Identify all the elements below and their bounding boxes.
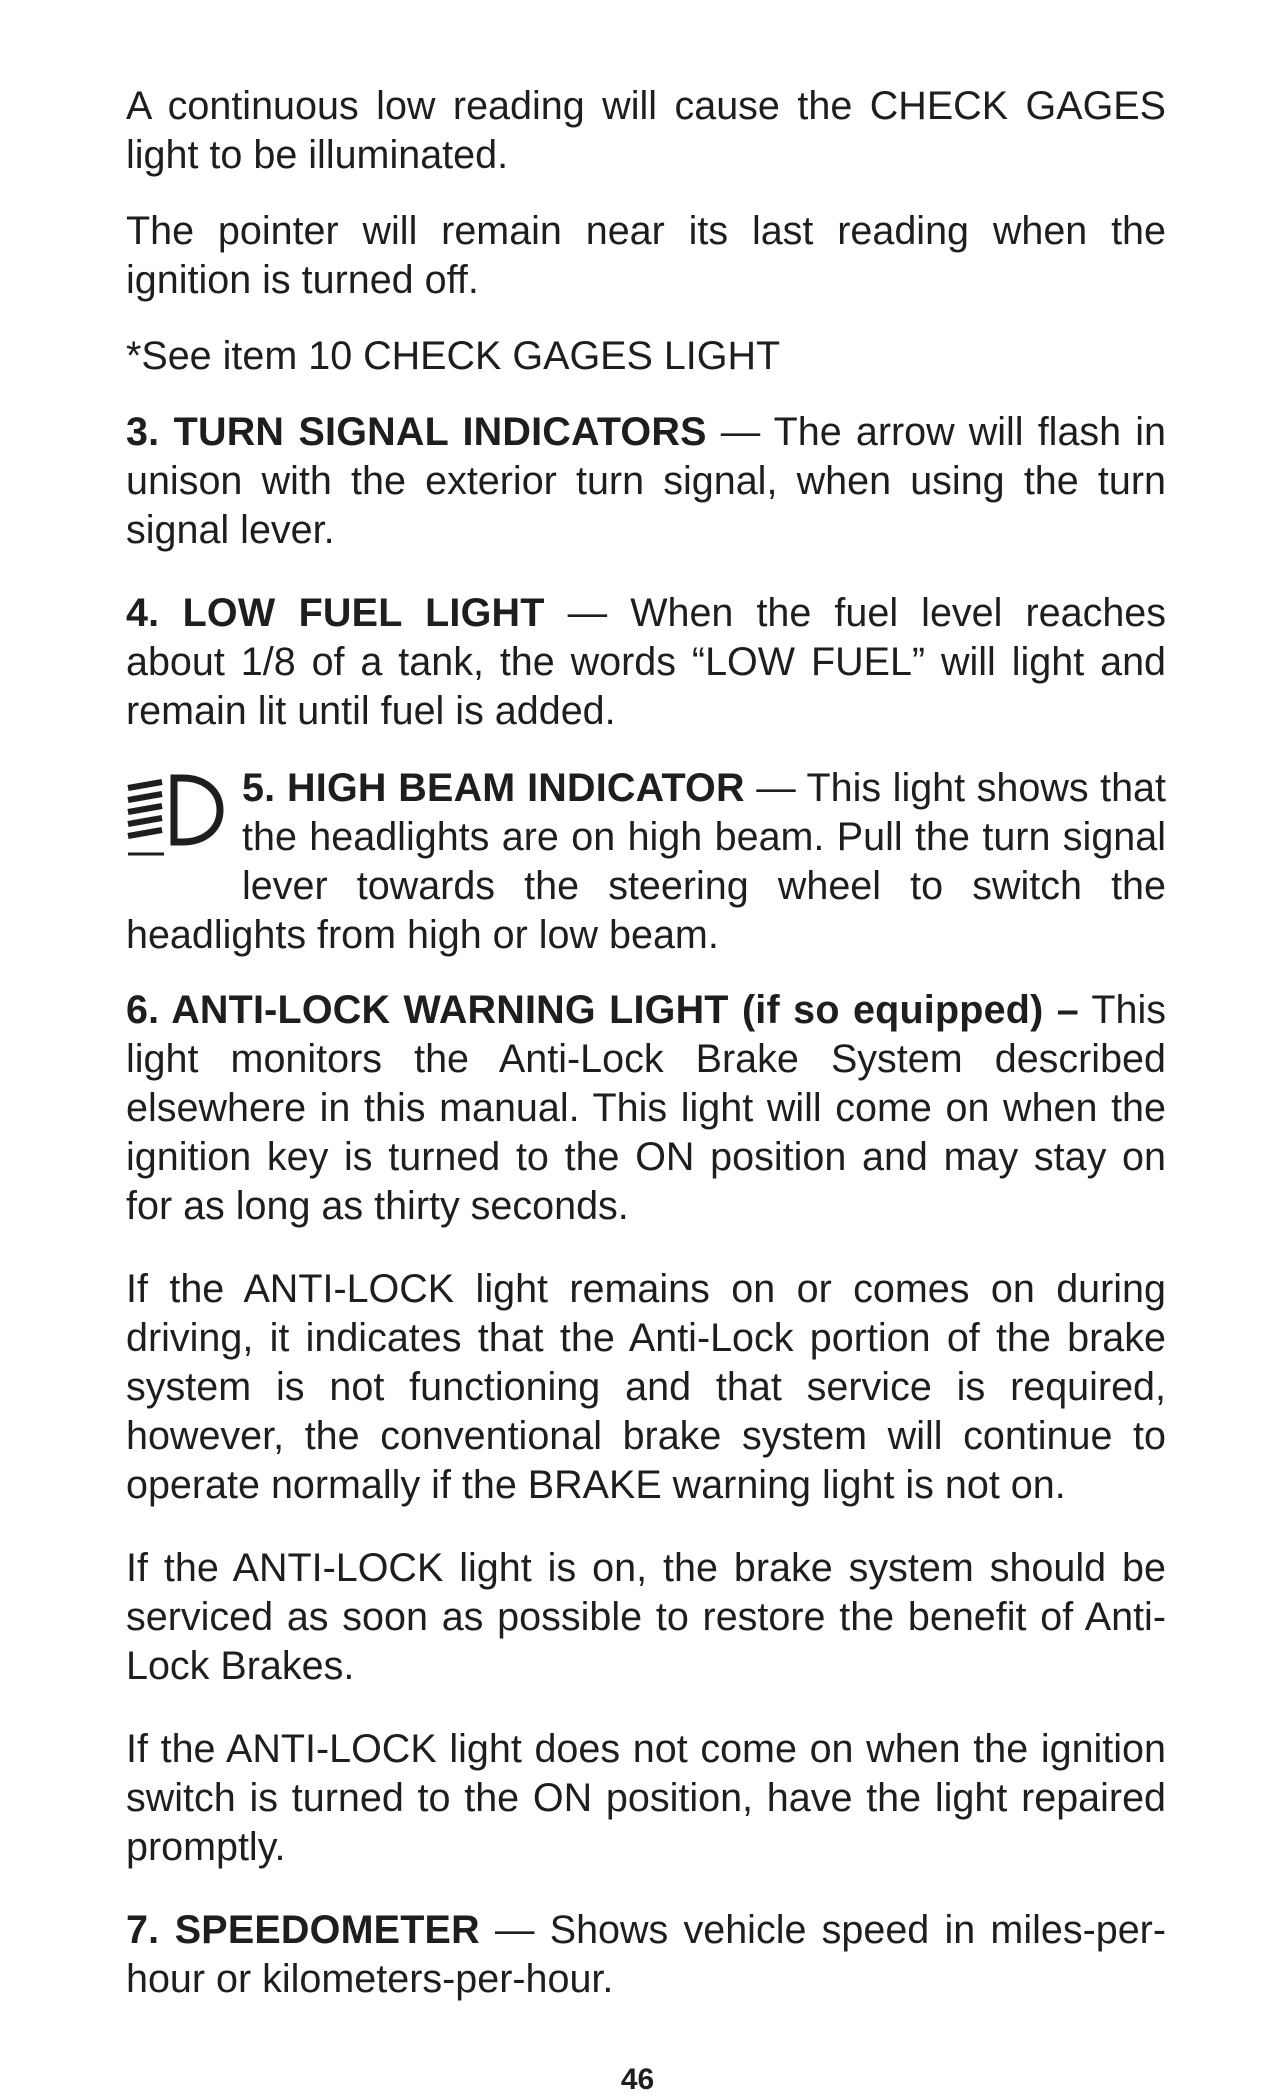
- item-body: When the fuel level reaches about 1/8 of a tank, the words “LOW FUEL” will light and remain lit until fuel is added.: [126, 591, 1167, 733]
- item-heading: 7. SPEEDOMETER: [126, 1908, 480, 1952]
- manual-page: [126, 82, 1166, 2004]
- item-low-fuel: [126, 589, 1166, 736]
- paragraph-anti-lock-repair: If the ANTI-LOCK light does not come on when the ignition switch is turned to the ON position, have the light repaired promptly.: [126, 1727, 1166, 1869]
- item-dash: —: [479, 1908, 550, 1952]
- page-number: 46: [620, 2063, 655, 2096]
- paragraph-check-gages: A continuous low reading will cause the CHECK GAGES light to be illuminated.: [126, 84, 1166, 177]
- item-heading: 5. HIGH BEAM INDICATOR: [242, 766, 745, 810]
- item-dash: —: [706, 410, 774, 454]
- high-beam-icon: [124, 768, 234, 864]
- paragraph-anti-lock-service: If the ANTI-LOCK light is on, the brake system should be serviced as soon as possible to restore the benefit of Anti-Lock Brakes.: [126, 1546, 1166, 1688]
- item-dash: —: [544, 591, 631, 635]
- item-heading: 4. LOW FUEL LIGHT: [126, 591, 545, 635]
- item-dash: —: [744, 766, 807, 810]
- item-body: This light shows that the headlights are on high beam. Pull the turn signal lever towards the steering wheel to switch the headlights from high or low beam.: [126, 766, 1166, 957]
- paragraph-anti-lock-driving: If the ANTI-LOCK light remains on or comes on during driving, it indicates that the Anti-Lock portion of the brake system is not functioning and that service is required, however, the conventional brake system will continue to operate normally if the BRAKE warning light is not on.: [126, 1267, 1166, 1507]
- item-heading: 3. TURN SIGNAL INDICATORS: [126, 410, 707, 454]
- item-body: The arrow will flash in unison with the exterior turn signal, when using the turn signal lever.: [126, 410, 1166, 552]
- item-anti-lock: [126, 986, 1166, 1231]
- item-high-beam-text: [126, 764, 1166, 960]
- item-high-beam: [126, 764, 1166, 960]
- item-turn-signal: [126, 408, 1166, 555]
- paragraph-see-item: *See item 10 CHECK GAGES LIGHT: [126, 334, 781, 378]
- item-speedometer: [126, 1906, 1166, 2004]
- item-body: This light monitors the Anti-Lock Brake System described elsewhere in this manual. This light will come on when the ignition key is turned to the ON position and may stay on for as long as thirty seconds.: [126, 988, 1166, 1228]
- paragraph-pointer: The pointer will remain near its last reading when the ignition is turned off.: [126, 209, 1166, 302]
- item-heading: 6. ANTI-LOCK WARNING LIGHT (if so equipped) –: [126, 988, 1079, 1032]
- item-body: Shows vehicle speed in miles-per-hour or kilometers-per-hour.: [126, 1908, 1166, 2001]
